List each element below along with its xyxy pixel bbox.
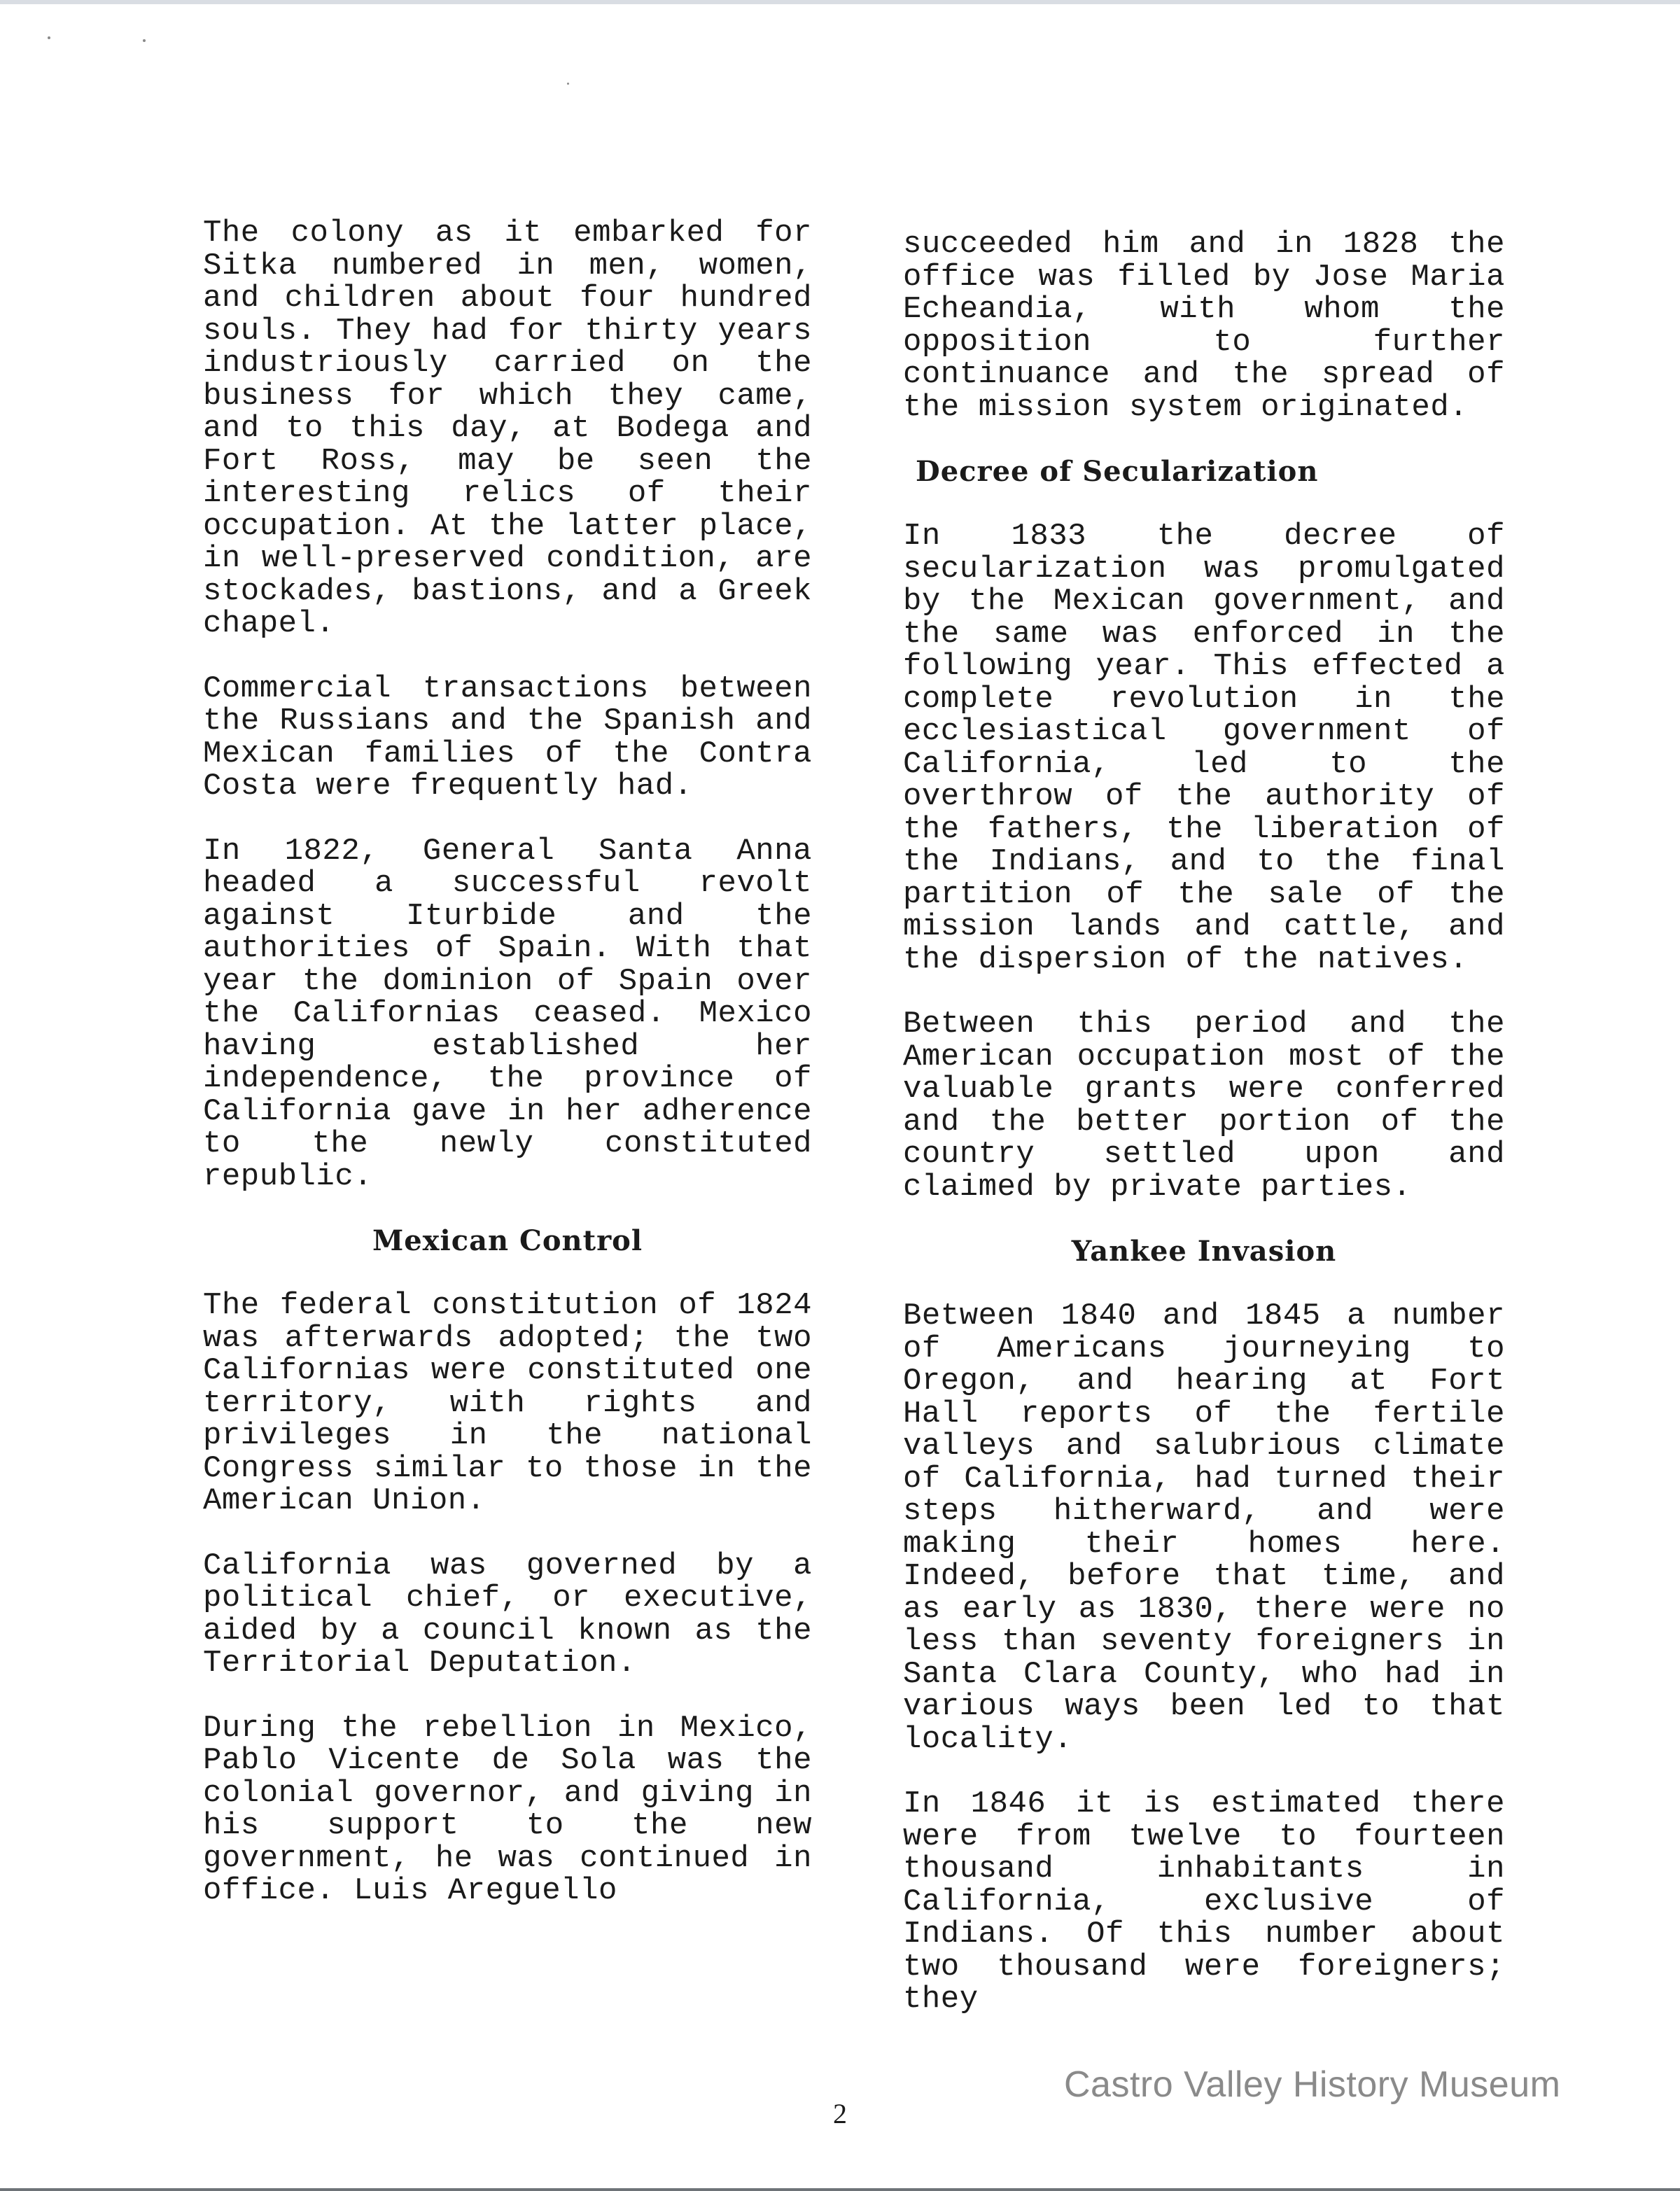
heading-yankee-invasion: Yankee Invasion (1071, 1235, 1337, 1268)
paragraph-political-chief: California was governed by a political chief, or executive, aided by a council known as the Territorial Deputation. (203, 1548, 812, 1681)
museum-watermark: Castro Valley History Museum (1064, 2064, 1561, 2105)
right-column (903, 228, 1505, 2048)
paragraph-americans-to-oregon: Between 1840 and 1845 a number of Americans journeying to Oregon, and hearing at Fort Hall reports of the fertile valleys and salubrious climate of California, had turned their steps hitherward, and were making their homes here. Indeed, before that time, and as early as 1830, there were no less than seventy foreigners in Santa Clara County, who had in various ways been led to that locality. (903, 1298, 1505, 1757)
scan-speck (48, 36, 50, 39)
paragraph-sitka-colony: The colony as it embarked for Sitka numbered in men, women, and children about four hundred souls. They had for thirty years industriously carried on the business for which they came, and to this day, at Bodega and Fort Ross, may be seen the interesting relics of their occupation. At the latter place, in well-preserved condition, are stockades, bastions, and a Greek chapel. (203, 216, 812, 641)
scan-top-edge (0, 0, 1680, 4)
paragraph-santa-anna-revolt: In 1822, General Santa Anna headed a successful revolt against Iturbide and the authorities of Spain. With that year the dominion of Spain over the Californias ceased. Mexico having established her independence, the province of California gave in her adherence to the newly constituted republic. (203, 833, 812, 1194)
heading-decree-of-secularization: Decree of Secularization (916, 455, 1319, 488)
heading-mexican-control: Mexican Control (372, 1224, 643, 1257)
paragraph-population-1846: In 1846 it is estimated there were from twelve to fourteen thousand inhabitants in California, exclusive of Indians. Of this number about two thousand were foreigners; they (903, 1786, 1505, 2017)
paragraph-rebellion-in-mexico: During the rebellion in Mexico, Pablo Vicente de Sola was the colonial governor, and giving in his support to the new government, he was continued in office. Luis Areguello (203, 1710, 812, 1908)
paragraph-federal-constitution: The federal constitution of 1824 was afterwards adopted; the two Californias were constituted one territory, with rights and privileges in the national Congress similar to those in the American Union. (203, 1288, 812, 1518)
scan-bottom-edge (0, 2188, 1680, 2191)
paragraph-echeandia: succeeded him and in 1828 the office was filled by Jose Maria Echeandia, with whom the opposition to further continuance and the spread of the mission system originated. (903, 227, 1505, 425)
scan-speck (143, 39, 146, 42)
paragraph-secularization-decree: In 1833 the decree of secularization was promulgated by the Mexican government, and the same was enforced in the following year. This effected a complete revolution in the ecclesiastical government of California, led to the overthrow of the authority of the fathers, the liberation of the Indians, and to the final partition of the sale of the mission lands and cattle, and the dispersion of the natives. (903, 519, 1505, 977)
left-column (203, 217, 812, 1940)
page-number: 2 (833, 2098, 847, 2129)
paragraph-land-grants: Between this period and the American occupation most of the valuable grants were conferred and the better portion of the country settled upon and claimed by private parties. (903, 1007, 1505, 1205)
scan-speck (567, 83, 569, 85)
paragraph-commercial-transactions: Commercial transactions between the Russians and the Spanish and Mexican families of the Contra Costa were frequently had. (203, 671, 812, 804)
